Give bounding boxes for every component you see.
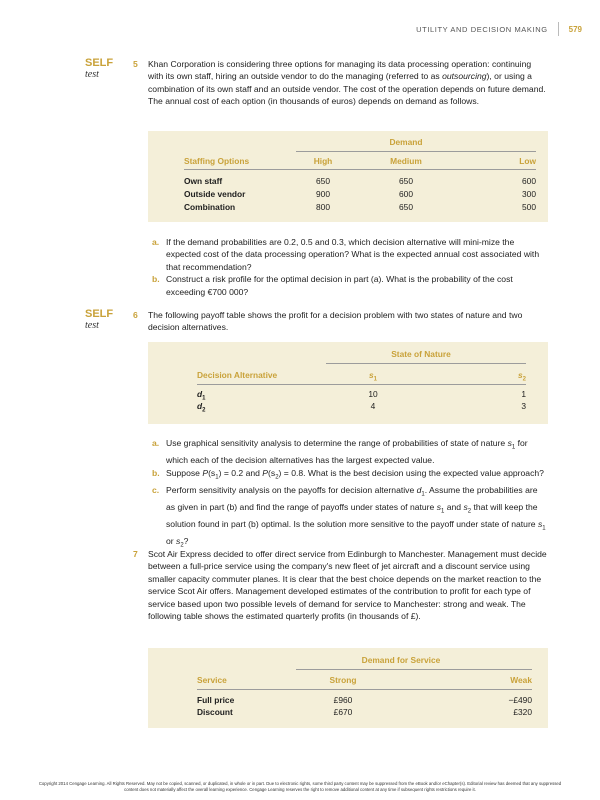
row-label: $d_1$ [197, 389, 206, 402]
question-text: ), or using a combination of its own staff and an outside vendor. The cost of the operation depends on future demand. The annual cost of each option (in thousands of euros) depends on demand as follows. [148, 71, 546, 107]
question-text-italic: outsourcing [442, 71, 487, 82]
part-letter: a. [152, 237, 160, 247]
table-caption: State of Nature [391, 349, 451, 359]
running-header [416, 22, 582, 36]
payoff-table [148, 342, 548, 424]
cell: 1 [521, 389, 526, 399]
cell: 10 [368, 389, 378, 399]
part-letter: c. [152, 484, 160, 495]
table-caption: Demand [389, 137, 423, 147]
caption-rule [296, 151, 536, 152]
row-label: Full price [197, 695, 235, 705]
self-label: SELF [85, 57, 114, 69]
col-header-staffing: Staffing Options [184, 156, 250, 166]
part-b [148, 273, 548, 298]
cell: 650 [399, 176, 413, 186]
table-caption: Demand for Service [361, 655, 441, 665]
col-header-low: Low [519, 156, 536, 166]
col-header-s1: $s_1$ [368, 370, 377, 383]
question-5 [133, 58, 548, 108]
part-letter: b. [152, 274, 160, 285]
question-text: Scot Air Express decided to offer direct service from Edinburgh to Manchester. Management must decide between a full-price service using the company's new fleet of jet aircraft and a discount service using smaller capacity commuter planes. It is clear that the best choice depends on the market reaction to the service Scot Air offers. Management developed estimates of the contribution to profit for each type of service based upon two possible levels of demand for service to Manchester: strong and weak. The following table shows the estimated quarterly profits (in thousands of £). [148, 549, 547, 622]
part-a [148, 236, 548, 273]
part-letter: b. [152, 467, 160, 478]
col-header-strong: Strong [329, 675, 357, 685]
question-7 [133, 548, 548, 622]
service-profit-table [148, 648, 548, 728]
col-header-weak: Weak [510, 675, 532, 685]
test-label: test [85, 69, 99, 80]
page-number: 579 [568, 24, 582, 34]
staffing-cost-table [148, 131, 548, 222]
part-b: b. Suppose $P(s_1) = 0.2$ and $P(s_2) = 0.8$. What is the best decision using the expected value approach? [152, 467, 544, 481]
question-number: 6 [133, 310, 138, 320]
running-title: UTILITY AND DECISION MAKING [416, 24, 548, 34]
col-header-medium: Medium [390, 156, 422, 166]
part-text: Construct a risk profile for the optimal decision in part (a). What is the probability of the cost exceeding €700 000? [166, 274, 513, 297]
cell: 600 [399, 189, 413, 199]
col-header-decision: Decision Alternative [197, 370, 278, 380]
header-rule [184, 169, 536, 170]
cell: 650 [316, 176, 330, 186]
cell: £670 [333, 707, 353, 717]
col-header-s2: $s_2$ [517, 370, 526, 383]
cell: 900 [316, 189, 330, 199]
row-label: $d_2$ [197, 401, 206, 414]
caption-rule [296, 669, 532, 670]
part-c: c. Perform sensitivity analysis on the payoffs for decision alternative $d_1$. Assume the probabilities are as given in part (b) and find the range of payoffs under states of nature $s_1$ and $s_2$ that will keep the solution found in part (b) optimal. Is the solution more sensitive to the payoff under state of nature $s_1$ or $s_2$? [152, 484, 546, 549]
part-a: a. Use graphical sensitivity analysis to determine the range of probabilities of state of nature $s_1$ for which each of the decision alternatives has the largest expected value. [152, 438, 528, 466]
header-divider [558, 22, 559, 36]
row-label: Outside vendor [184, 189, 246, 199]
header-rule [197, 689, 532, 690]
cell: £320 [513, 707, 532, 717]
row-label: Own staff [184, 176, 223, 186]
question-6 [133, 309, 548, 334]
cell: 4 [370, 401, 376, 411]
copyright-footer: Copyright 2014 Cengage Learning. All Rights Reserved. May not be copied, scanned, or duplicated, in whole or in part. Due to electronic rights, some third party content may be suppressed from the eBook and/or eChapter(s). Editorial review has deemed that any suppressed content does not materially affect the overall learning experience. Cengage Learning reserves the right to remove additional content at any time if subsequent rights restrictions require it. [38, 781, 562, 792]
cell: 600 [522, 176, 536, 186]
row-label: Discount [197, 707, 233, 717]
caption-rule [326, 363, 526, 364]
self-test-marker-1 [85, 58, 113, 81]
question-5-parts [148, 236, 548, 298]
col-header-service: Service [197, 675, 227, 685]
part-letter: a. [152, 438, 160, 448]
question-number: 7 [133, 549, 138, 559]
part-text: If the demand probabilities are 0.2, 0.5 and 0.3, which decision alternative will mini-mize the expected cost of the data processing operation? What is the expected annual cost associated with that recommendation? [166, 237, 540, 272]
cell: 650 [399, 202, 413, 212]
cell: −£490 [508, 695, 532, 705]
question-6-parts [148, 437, 548, 552]
cell: 800 [316, 202, 330, 212]
row-label: Combination [184, 202, 236, 212]
cell: 500 [522, 202, 536, 212]
self-label: SELF [85, 308, 114, 320]
cell: 300 [522, 189, 536, 199]
cell: £960 [333, 695, 353, 705]
header-rule [197, 384, 526, 385]
test-label: test [85, 320, 99, 331]
col-header-high: High [313, 156, 333, 166]
question-number: 5 [133, 59, 138, 69]
question-text: The following payoff table shows the profit for a decision problem with two states of nature and two decision alternatives. [148, 310, 523, 333]
question-text: Khan Corporation is considering three options for managing its data processing operation: continuing with its own staff, hiring an outside vendor to do the managing (referred to as [148, 59, 532, 82]
cell: 3 [521, 401, 526, 411]
self-test-marker-2 [85, 309, 113, 332]
